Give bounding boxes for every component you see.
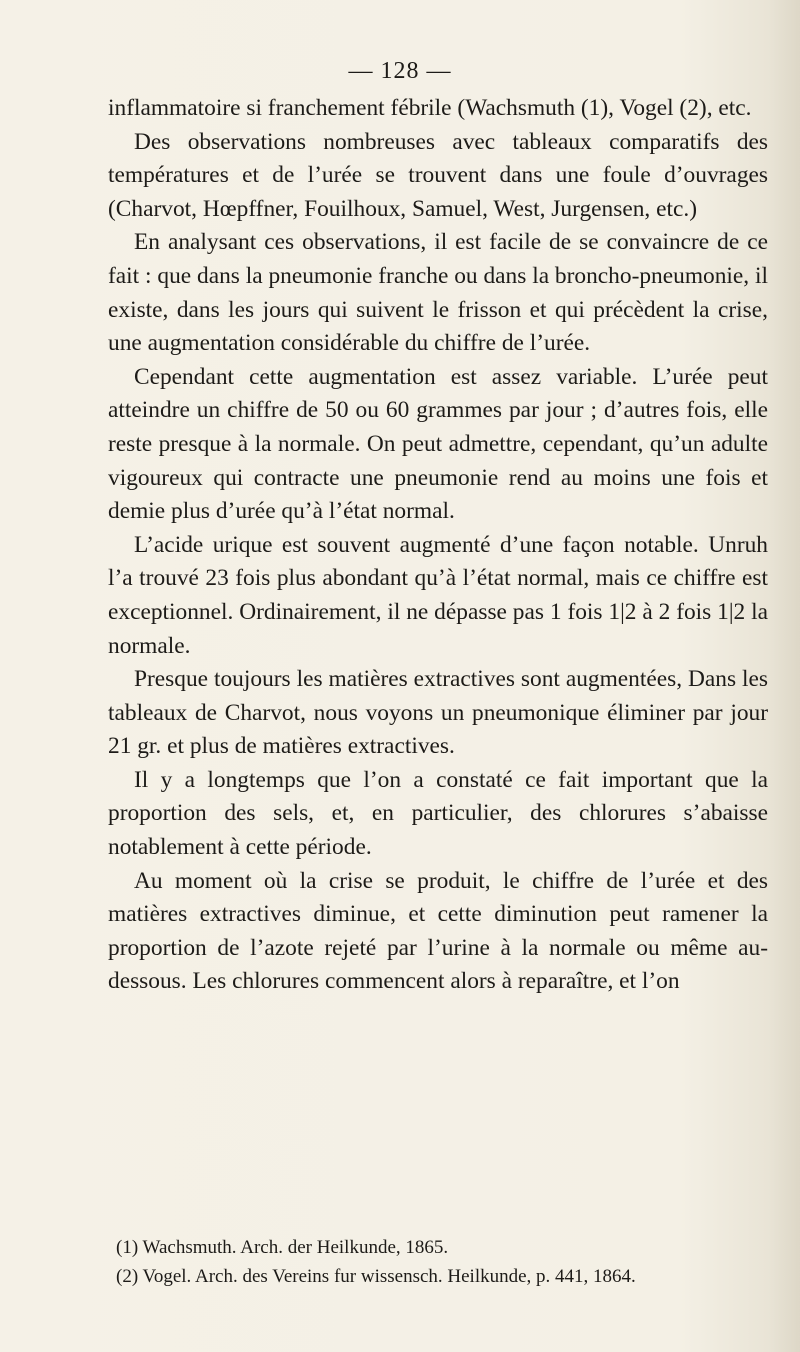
paragraph-3: En analysant ces observations, il est facile de se convaincre de ce fait : que dans la pneumonie franche ou dans la broncho-pneumonie, il existe, dans les jours qui suivent le frisson et qui précèdent la crise, une augmentation considérable du chiffre de l’urée. <box>108 229 768 357</box>
paragraph-5: L’acide urique est souvent augmenté d’une façon notable. Unruh l’a trouvé 23 fois plus abondant qu’à l’état normal, mais ce chiffre est exceptionnel. Ordinairement, il ne dépasse pas 1 fois 1|2 à 2 fois 1|2 la normale. <box>108 531 768 659</box>
page-number: — 128 — <box>348 58 452 84</box>
paragraph-6: Presque toujours les matières extractives sont augmentées, Dans les tableaux de Charvot, nous voyons un pneumonique éliminer par jour 21 gr. et plus de matières extractives. <box>108 666 768 760</box>
paragraph-8: Au moment où la crise se produit, le chiffre de l’urée et des matières extractives diminue, et cette diminution peut ramener la proportion de l’azote rejeté par l’urine à la normale ou même au-dessous. Les chlorures commencent alors à reparaître, et l’on <box>108 867 768 995</box>
paragraph-7: Il y a longtemps que l’on a constaté ce fait important que la proportion des sels, et, en particulier, des chlorures s’abaisse notablement à cette période. <box>108 766 768 861</box>
footnotes <box>116 1233 776 1291</box>
paragraph-4: Cependant cette augmentation est assez variable. L’urée peut atteindre un chiffre de 50 ou 60 grammes par jour ; d’autres fois, elle reste presque à la normale. On peut admettre, cependant, qu’un adulte vigoureux qui contracte une pneumonie rend au moins une fois et demie plus d’urée qu’à l’état normal. <box>108 363 768 525</box>
footnote-1: (1) Wachsmuth. Arch. der Heilkunde, 1865. <box>116 1237 449 1258</box>
body-text <box>108 92 768 999</box>
footnote-2: (2) Vogel. Arch. des Vereins fur wissensch. Heilkunde, p. 441, 1864. <box>116 1266 636 1287</box>
paragraph-2: Des observations nombreuses avec tableaux comparatifs des températures et de l’urée se trouvent dans une foule d’ouvrages (Charvot, Hœpffner, Fouilhoux, Samuel, West, Jurgensen, etc.) <box>108 128 768 222</box>
paragraph-1: inflammatoire si franchement fébrile (Wachsmuth (1), Vogel (2), etc. <box>108 95 752 121</box>
